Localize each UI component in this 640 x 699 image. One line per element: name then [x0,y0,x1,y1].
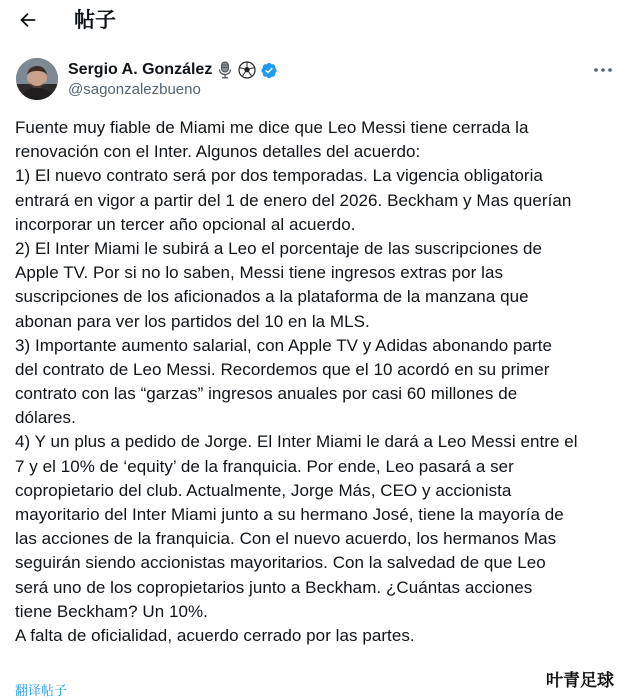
avatar[interactable] [16,58,58,100]
post-line: entrará en vigor a partir del 1 de enero del 2026. Beckham y Mas querían [15,190,572,210]
translate-post-link[interactable]: 翻译帖子 [15,684,68,699]
post-line: suscripciones de los aficionados a la plataforma de la manzana que [15,287,529,307]
post-line: 3) Importante aumento salarial, con Apple TV y Adidas abonando parte [15,335,553,355]
post-line: contrato con las “garzas” ingresos anuales por casi 60 millones de [15,384,518,404]
post-line: seguirán siendo accionistas mayoritarios. Con la salvedad de que Leo [15,553,546,573]
post-line: incorporar un tercer año opcional al acuerdo. [15,214,356,234]
post-line: del contrato de Leo Messi. Recordemos que el 10 acordó en su primer [15,359,550,379]
post-text [15,116,615,648]
post-line: dólares. [15,408,76,428]
back-button[interactable] [14,6,42,34]
post-line: Apple TV. Por si no lo saben, Messi tiene ingresos extras por las [15,263,504,283]
post-line: Fuente muy fiable de Miami me dice que Leo Messi tiene cerrada la [15,118,529,137]
post-line: mayoritario del Inter Miami junto a su hermano José, tiene la mayoría de [15,505,564,524]
post-line: 7 y el 10% de ‘equity’ de la franquicia. Por ende, Leo pasará a ser [15,456,514,476]
post-line: tiene Beckham? Un 10%. [15,601,208,621]
page-title: 帖子 [74,8,116,32]
top-bar [0,0,640,40]
watermark-text: 叶青足球 [546,671,614,691]
post-line: será uno de los copropietarios junto a Beckham. ¿Cuántas acciones [15,577,533,597]
watermark [546,666,614,691]
post-line: 4) Y un plus a pedido de Jorge. El Inter Miami le dará a Leo Messi entre el [15,432,578,452]
author-row [68,59,278,81]
post-line: 1) El nuevo contrato será por dos temporadas. La vigencia obligatoria [15,166,543,186]
verified-badge-icon [260,61,278,79]
post-line: copropietario del club. Actualmente, Jorge Más, CEO y accionista [15,480,512,500]
microphone-icon [216,61,234,79]
post-line: abonan para ver los partidos del 10 en la MLS. [15,311,370,331]
more-horizontal-icon [593,67,613,73]
post-line: 2) El Inter Miami le subirá a Leo el porcentaje de las suscripciones de [15,238,543,258]
avatar-image [16,58,58,100]
post-line: renovación con el Inter. Algunos detalles del acuerdo: [15,142,421,162]
author-handle[interactable]: @sagonzalezbueno [68,81,201,98]
soccer-ball-icon [238,61,256,79]
arrow-left-icon [17,9,39,31]
author-name[interactable]: Sergio A. González [68,61,213,78]
post-line: las acciones de la franquicia. Con el nuevo acuerdo, los hermanos Mas [15,529,557,549]
post-line: A falta de oficialidad, acuerdo cerrado por las partes. [15,625,415,645]
more-options-button[interactable] [590,60,616,80]
